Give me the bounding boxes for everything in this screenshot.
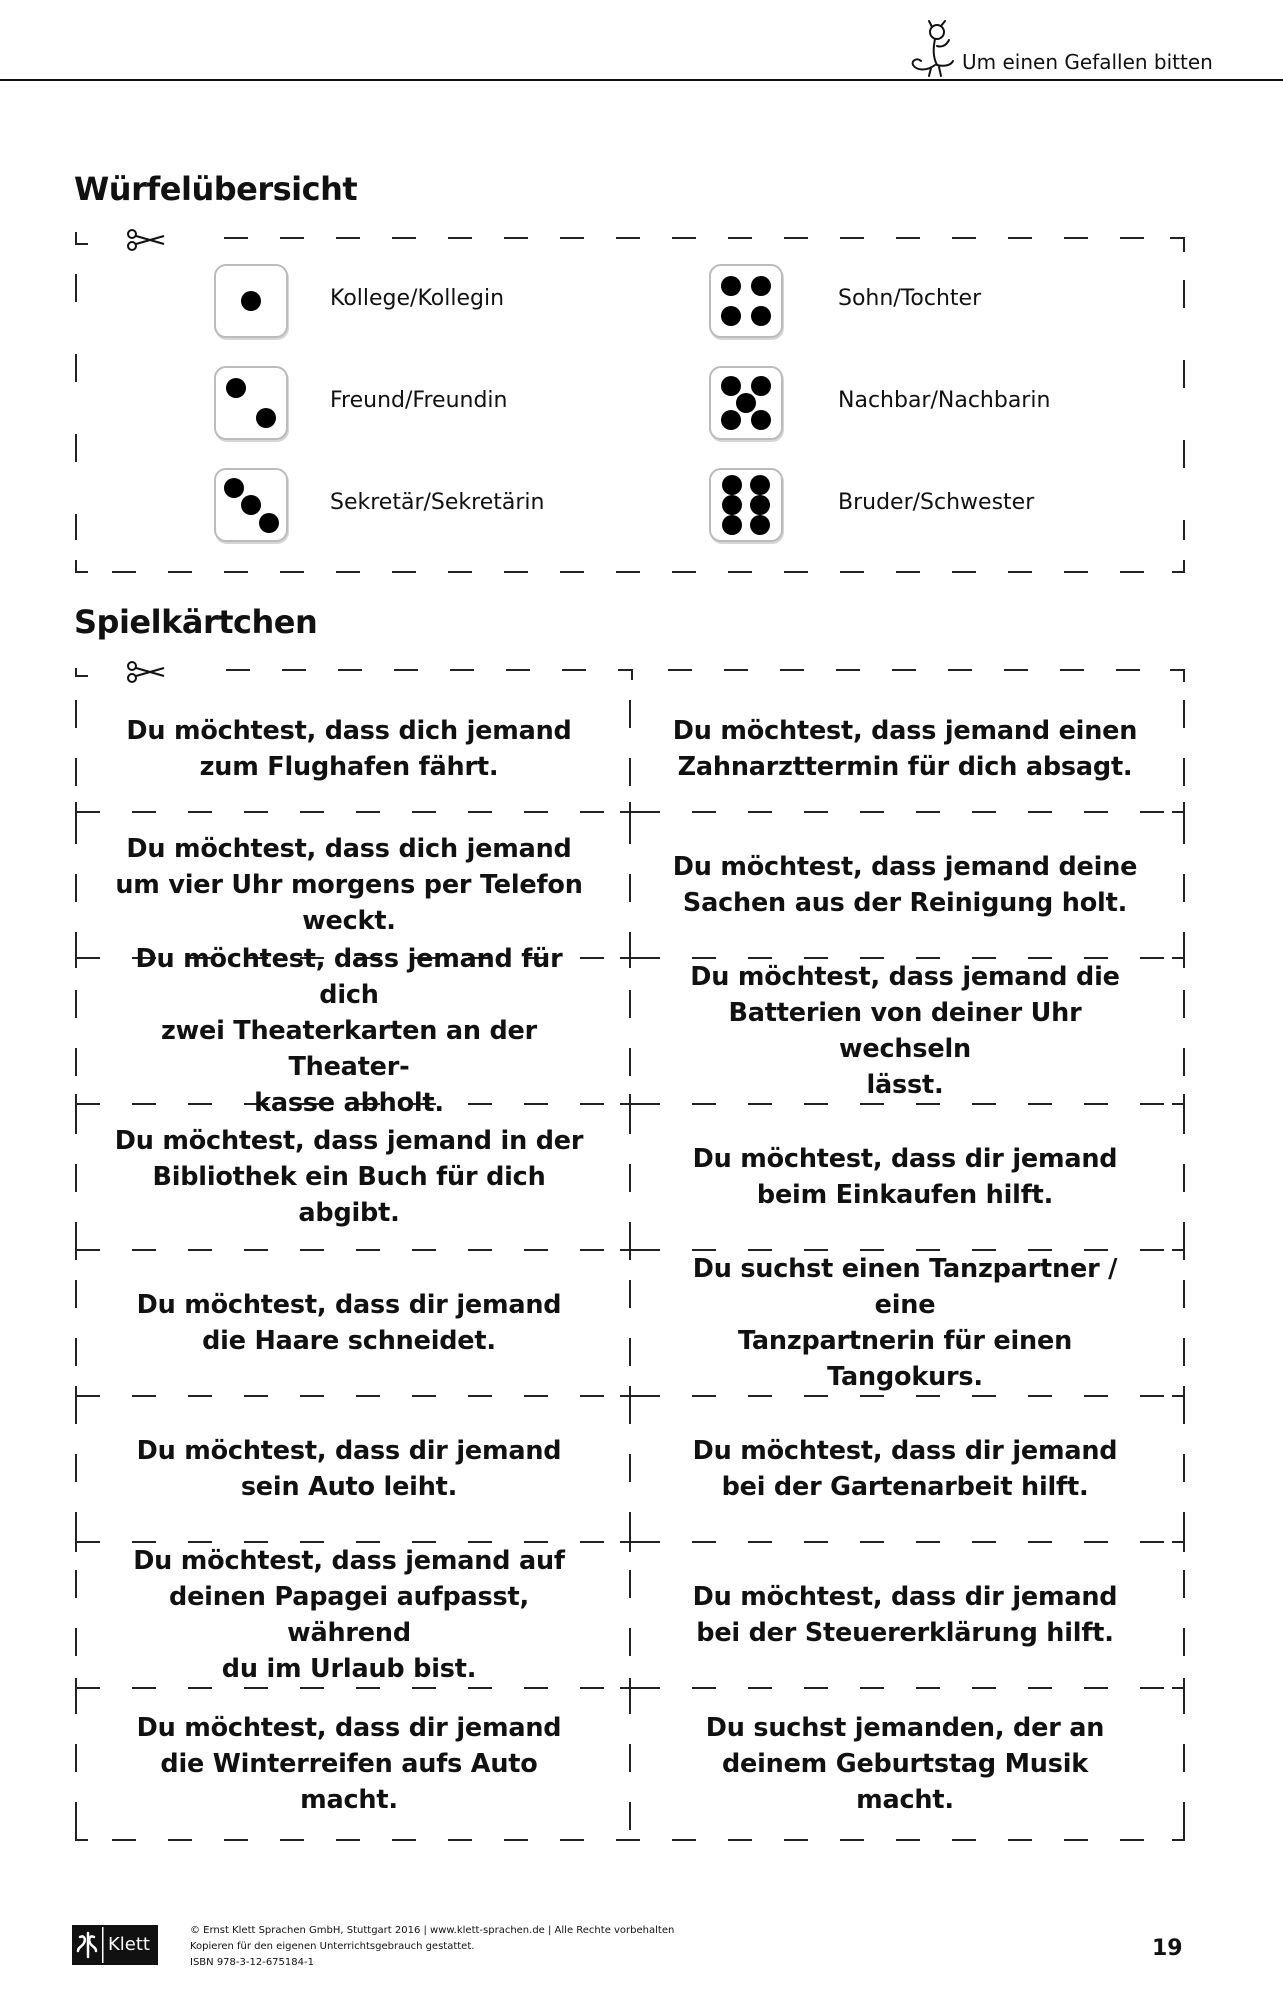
card-text-line: sein Auto leiht. [240, 1472, 458, 1502]
card-text-line: Du möchtest, dass dir jemand [136, 1436, 562, 1466]
die-pip [750, 475, 770, 495]
card-text-line: Tanzpartnerin für einen Tangokurs. [737, 1326, 1073, 1392]
scissors-icon [128, 662, 164, 682]
game-card [114, 1688, 584, 1840]
card-text-line: Batterien von deiner Uhr wechseln [728, 998, 1082, 1064]
card-text-line: zwei Theaterkarten an der Theater- [160, 1016, 538, 1082]
die-pip [736, 393, 756, 413]
game-card [114, 1104, 584, 1250]
klett-logo-text: Klett [108, 1934, 150, 1955]
card-text-line: deinem Geburtstag Musik macht. [721, 1749, 1089, 1815]
footer-copyright: © Ernst Klett Sprachen GmbH, Stuttgart 2016 | www.klett-sprachen.de | Alle Rechte vorbehalten [190, 1925, 675, 1936]
die-pip [721, 410, 741, 430]
card-text-line: Du möchtest, dass dir jemand [692, 1436, 1118, 1466]
dice-label: Bruder/Schwester [838, 490, 1035, 515]
card-text-line: du im Urlaub bist. [221, 1654, 477, 1684]
die-6 [709, 468, 783, 542]
card-text-line: Du möchtest, dass dir jemand [692, 1582, 1118, 1612]
card-text-line: weckt. [302, 906, 396, 936]
die-pip [750, 495, 770, 515]
game-card [114, 1250, 584, 1396]
die-pip [241, 495, 261, 515]
die-5 [709, 366, 783, 440]
die-pip [751, 376, 771, 396]
die-pip [722, 495, 742, 515]
card-text-line: Du möchtest, dass dich jemand [126, 834, 572, 864]
die-pip [750, 515, 770, 535]
cards-section-heading: Spielkärtchen [74, 603, 318, 641]
die-pip [721, 306, 741, 326]
die-pip [259, 513, 279, 533]
card-text-line: Du möchtest, dass dich jemand [126, 716, 572, 746]
dice-label: Sekretär/Sekretärin [330, 490, 545, 515]
card-text-line: Du möchtest, dass dir jemand [692, 1144, 1118, 1174]
card-text-line: Du möchtest, dass jemand für dich [135, 944, 563, 1010]
die-pip [226, 378, 246, 398]
die-2 [214, 366, 288, 440]
card-text-line: Du möchtest, dass jemand in der [114, 1126, 584, 1156]
card-text-line: Du möchtest, dass jemand deine [672, 852, 1138, 882]
card-text-line: um vier Uhr morgens per Telefon [115, 870, 583, 900]
die-pip [722, 475, 742, 495]
card-text-line: bei der Steuererklärung hilft. [696, 1618, 1114, 1648]
card-text-line: Du suchst einen Tanzpartner / eine [692, 1254, 1118, 1320]
game-card [114, 944, 584, 1118]
card-text-line: Du möchtest, dass dir jemand [136, 1290, 562, 1320]
card-text-line: Du möchtest, dass dir jemand [136, 1713, 562, 1743]
die-pip [721, 376, 741, 396]
card-text-line: zum Flughafen fährt. [199, 752, 499, 782]
card-text-line: kasse abholt. [254, 1088, 444, 1118]
die-1 [214, 264, 288, 338]
card-text-line: lässt. [866, 1070, 944, 1100]
card-text-line: Du möchtest, dass jemand einen [672, 716, 1138, 746]
die-4 [709, 264, 783, 338]
card-text-line: Du möchtest, dass jemand die [690, 962, 1120, 992]
header-title: Um einen Gefallen bitten [962, 50, 1213, 74]
die-pip [256, 408, 276, 428]
game-card [670, 1250, 1140, 1396]
page-number: 19 [1152, 1936, 1183, 1961]
die-pip [224, 478, 244, 498]
card-text-line: Bibliothek ein Buch für dich [152, 1162, 546, 1192]
card-text-line: die Winterreifen aufs Auto macht. [160, 1749, 538, 1815]
die-pip [751, 410, 771, 430]
game-card [114, 812, 584, 958]
klett-logo [72, 1925, 158, 1965]
die-3 [214, 468, 288, 542]
game-card [670, 1688, 1140, 1840]
card-text-line: die Haare schneidet. [202, 1326, 496, 1356]
die-pip [751, 276, 771, 296]
game-card [670, 1104, 1140, 1250]
die-pip [241, 291, 261, 311]
game-card [670, 812, 1140, 958]
dice-section-heading: Würfelübersicht [74, 170, 358, 208]
card-text-line: beim Einkaufen hilft. [756, 1180, 1054, 1210]
game-card [670, 1396, 1140, 1542]
game-card [114, 1542, 584, 1688]
die-pip [721, 276, 741, 296]
card-text-line: bei der Gartenarbeit hilft. [721, 1472, 1089, 1502]
dice-label: Sohn/Tochter [838, 286, 982, 311]
game-card [670, 1542, 1140, 1688]
card-text-line: Zahnarzttermin für dich absagt. [677, 752, 1133, 782]
card-text-line: Du suchst jemanden, der an [705, 1713, 1105, 1743]
footer-isbn: ISBN 978-3-12-675184-1 [190, 1957, 314, 1968]
die-pip [722, 515, 742, 535]
card-text-line: Sachen aus der Reinigung holt. [682, 888, 1128, 918]
die-pip [751, 306, 771, 326]
card-text-line: Du möchtest, dass jemand auf [133, 1546, 565, 1576]
footer-permission: Kopieren für den eigenen Unterrichtsgebrauch gestattet. [190, 1941, 475, 1952]
game-card [670, 958, 1140, 1104]
scissors-icon [128, 230, 164, 250]
game-card [114, 1396, 584, 1542]
dice-label: Nachbar/Nachbarin [838, 388, 1051, 413]
card-text-line: abgibt. [298, 1198, 400, 1228]
dice-label: Freund/Freundin [330, 388, 508, 413]
game-card [670, 686, 1140, 812]
card-text-line: deinen Papagei aufpasst, während [169, 1582, 529, 1648]
game-card [114, 686, 584, 812]
dice-label: Kollege/Kollegin [330, 286, 505, 311]
